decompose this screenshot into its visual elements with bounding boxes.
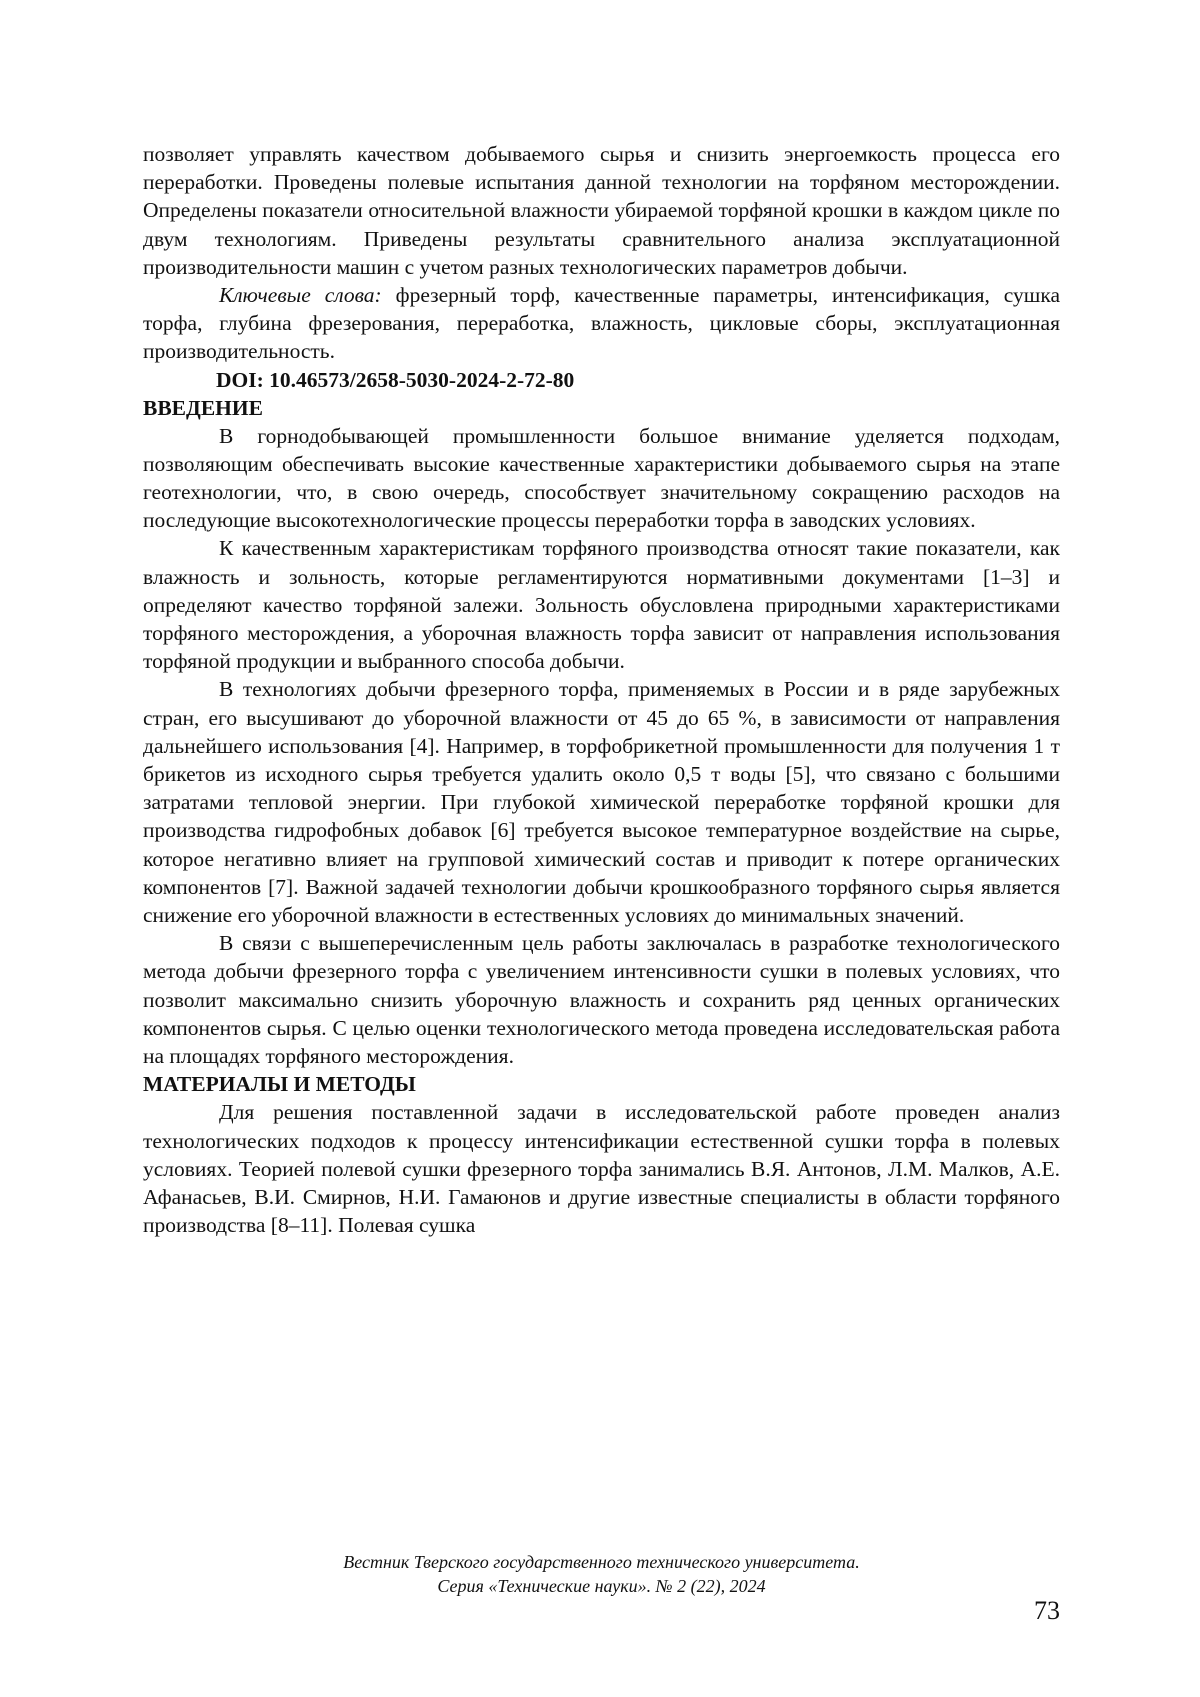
section-heading-methods: МАТЕРИАЛЫ И МЕТОДЫ bbox=[143, 1072, 416, 1097]
doi-line: DOI: 10.46573/2658-5030-2024-2-72-80 bbox=[216, 367, 575, 392]
intro-paragraph-3: В технологиях добычи фрезерного торфа, применяемых в России и в ряде зарубежных стран, его высушивают до уборочной влажности от 45 до 65 %, в зависимости от направления дальнейшего использования [4]. Например, в торфобрикетной промышленности для получения 1 т брикетов из исходного сырья требуется удалить около 0,5 т воды [5], что связано с большими затратами тепловой энергии. При глубокой химической переработке торфяной крошки для производства гидрофобных добавок [6] требуется высокое температурное воздействие на сырье, которое негативно влияет на групповой химический состав и приводит к потере органических компонентов [7]. Важной задачей технологии добычи крошкообразного торфяного сырья является снижение его уборочной влажности в естественных условиях до минимальных значений. bbox=[143, 677, 1060, 928]
article-body bbox=[143, 140, 1060, 1239]
section-heading-introduction: ВВЕДЕНИЕ bbox=[143, 395, 263, 420]
intro-paragraph-4: В связи с вышеперечисленным цель работы заключалась в разработке технологического метода добычи фрезерного торфа с увеличением интенсивности сушки в полевых условиях, что позволит максимально снизить уборочную влажность и сохранить ряд ценных органических компонентов сырья. С целью оценки технологического метода проведена исследовательская работа на площадях торфяного месторождения. bbox=[143, 931, 1060, 1069]
journal-footer bbox=[143, 1550, 1060, 1598]
keywords-label: Ключевые слова: bbox=[219, 283, 382, 308]
page-number: 73 bbox=[1034, 1596, 1060, 1625]
keywords-text: фрезерный торф, качественные параметры, интенсификация, сушка торфа, глубина фрезерования, переработка, влажность, цикловые сборы, эксплуатационная производительность. bbox=[143, 283, 1060, 364]
intro-paragraph-2: К качественным характеристикам торфяного производства относят такие показатели, как влажность и зольность, которые регламентируются нормативными документами [1–3] и определяют качество торфяной залежи. Зольность обусловлена природными характеристиками торфяного месторождения, а уборочная влажность торфа зависит от направления использования торфяной продукции и выбранного способа добычи. bbox=[143, 536, 1060, 674]
intro-paragraph-1: В горнодобывающей промышленности большое внимание уделяется подходам, позволяющим обеспечивать высокие качественные характеристики добываемого сырья на этапе геотехнологии, что, в свою очередь, способствует значительному сокращению расходов на последующие высокотехнологические процессы переработки торфа в заводских условиях. bbox=[143, 423, 1060, 533]
journal-title-line: Вестник Тверского государственного технического университета. bbox=[343, 1552, 860, 1572]
journal-series-line: Серия «Технические науки». № 2 (22), 2024 bbox=[437, 1576, 766, 1596]
keywords-paragraph bbox=[143, 281, 1060, 366]
methods-paragraph-1: Для решения поставленной задачи в исследовательской работе проведен анализ технологических подходов к процессу интенсификации естественной сушки торфа в полевых условиях. Теорией полевой сушки фрезерного торфа занимались В.Я. Антонов, Л.М. Малков, А.Е. Афанасьев, В.И. Смирнов, Н.И. Гамаюнов и другие известные специалисты в области торфяного производства [8–11]. Полевая сушка bbox=[143, 1100, 1060, 1238]
abstract-continuation: позволяет управлять качеством добываемого сырья и снизить энергоемкость процесса его переработки. Проведены полевые испытания данной технологии на торфяном месторождении. Определены показатели относительной влажности убираемой торфяной крошки в каждом цикле по двум технологиям. Приведены результаты сравнительного анализа эксплуатационной производительности машин с учетом разных технологических параметров добычи. bbox=[143, 142, 1060, 279]
